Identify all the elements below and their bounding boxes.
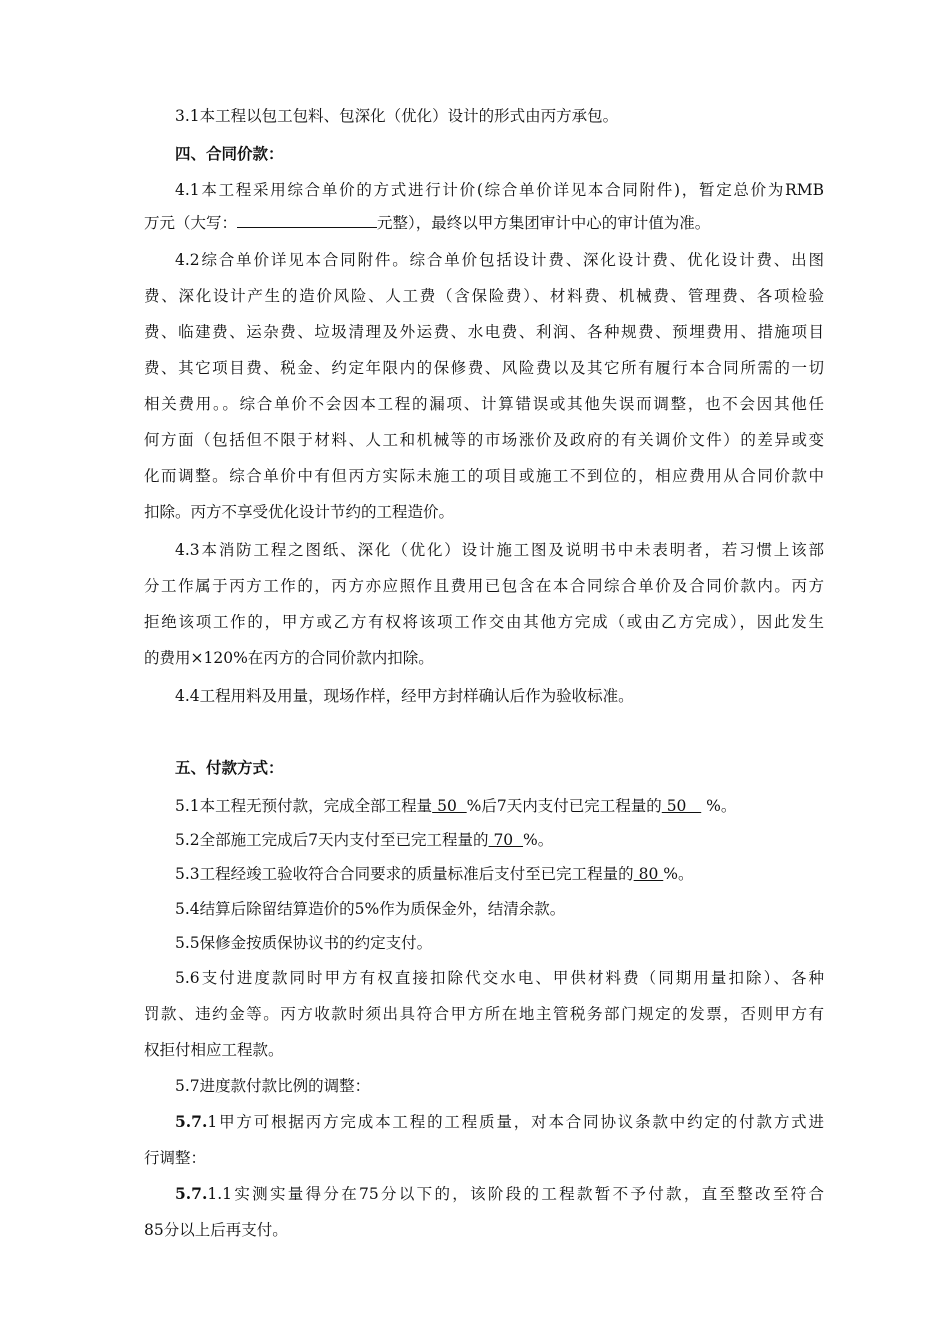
clause-4-3-line: 的费用×120%在丙方的合同价款内扣除。 — [144, 649, 434, 667]
clause-4-2-line: 扣除。丙方不享受优化设计节约的工程造价。 — [144, 503, 455, 521]
clause-3-1: 3.1本工程以包工包料、包深化（优化）设计的形式由丙方承包。 — [175, 107, 619, 125]
clause-4-3-line: 拒绝该项工作的，甲方或乙方有权将该项工作交由其他方完成（或由乙方完成），因此发生 — [144, 613, 824, 631]
clause-4-4: 4.4工程用料及用量，现场作样，经甲方封样确认后作为验收标准。 — [175, 687, 634, 705]
percent-value: 70 — [488, 831, 524, 849]
clause-5-3: 5.3工程经竣工验收符合合同要求的质量标准后支付至已完工程量的 80 %。 — [175, 865, 694, 883]
clause-5-7-1-1-line1: 5.7.1.1实测实量得分在75分以下的，该阶段的工程款暂不予付款，直至整改至符合 — [175, 1184, 824, 1203]
clause-4-2-line: 费、临建费、运杂费、垃圾清理及外运费、水电费、利润、各种规费、预埋费用、措施项目 — [144, 323, 824, 341]
clause-4-1-line2: 万元（大写： 元整），最终以甲方集团审计中心的审计值为准。 — [144, 214, 711, 232]
clause-5-7-1-line2: 行调整： — [144, 1149, 207, 1167]
clause-5-6-line: 罚款、违约金等。丙方收款时须出具符合甲方所在地主管税务部门规定的发票，否则甲方有 — [144, 1005, 824, 1023]
clause-5-7-1-line1: 5.7.1甲方可根据丙方完成本工程的工程质量，对本合同协议条款中约定的付款方式进 — [175, 1112, 824, 1131]
clause-4-2-line: 费、其它项目费、税金、约定年限内的保修费、风险费以及其它所有履行本合同所需的一切 — [144, 359, 824, 377]
clause-4-2-line: 化而调整。综合单价中有但丙方实际未施工的项目或施工不到位的，相应费用从合同价款中 — [144, 467, 824, 485]
clause-5-6-line: 权拒付相应工程款。 — [144, 1041, 284, 1059]
clause-4-2-line: 4.2综合单价详见本合同附件。综合单价包括设计费、深化设计费、优化设计费、出图 — [175, 251, 824, 269]
clause-4-3-line: 分工作属于丙方工作的，丙方亦应照作且费用已包含在本合同综合单价及合同价款内。丙方 — [144, 577, 824, 595]
clause-5-7-1-1-line2: 85分以上后再支付。 — [144, 1221, 288, 1239]
clause-5-1: 5.1本工程无预付款，完成全部工程量 50 %后7天内支付已完工程量的 50 %。 — [175, 797, 737, 815]
clause-4-2-line: 费、深化设计产生的造价风险、人工费（含保险费）、材料费、机械费、管理费、各项检验 — [144, 287, 824, 305]
section-5-title: 五、付款方式： — [175, 758, 284, 777]
clause-5-4: 5.4结算后除留结算造价的5%作为质保金外，结清余款。 — [175, 900, 566, 918]
clause-5-5: 5.5保修金按质保协议书的约定支付。 — [175, 934, 433, 952]
clause-4-1-line1: 4.1本工程采用综合单价的方式进行计价(综合单价详见本合同附件)，暂定总价为RMB — [175, 181, 824, 199]
clause-4-3-line: 4.3本消防工程之图纸、深化（优化）设计施工图及说明书中未表明者，若习惯上该部 — [175, 541, 824, 559]
clause-5-6-line: 5.6支付进度款同时甲方有权直接扣除代交水电、甲供材料费（同期用量扣除）、各种 — [175, 969, 824, 987]
clause-4-2-line: 相关费用。。综合单价不会因本工程的漏项、计算错误或其他失误而调整，也不会因其他任 — [144, 395, 824, 413]
section-4-title: 四、合同价款： — [175, 144, 284, 163]
percent-value: 50 — [661, 797, 702, 815]
amount-blank — [237, 213, 377, 228]
percent-value: 50 — [432, 797, 467, 815]
clause-5-7: 5.7进度款付款比例的调整： — [175, 1077, 371, 1095]
clause-4-2-line: 何方面（包括但不限于材料、人工和机械等的市场涨价及政府的有关调价文件）的差异或变 — [144, 431, 824, 449]
percent-value: 80 — [633, 865, 664, 883]
clause-5-2: 5.2全部施工完成后7天内支付至已完工程量的 70 %。 — [175, 831, 554, 849]
